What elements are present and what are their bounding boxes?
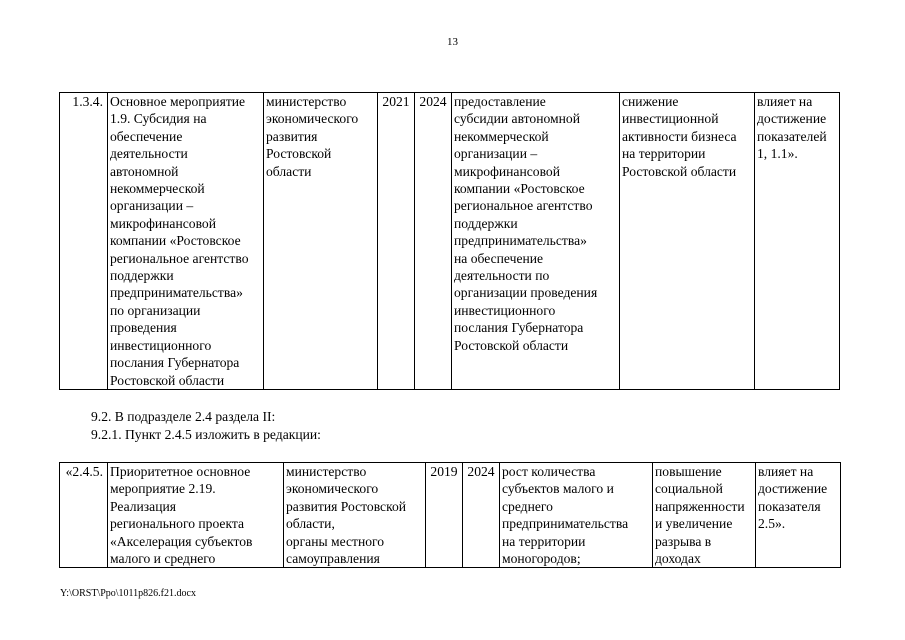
cell-line: поддержки bbox=[110, 268, 174, 284]
cell-line: самоуправления bbox=[286, 551, 380, 567]
measure-number: «2.4.5. bbox=[60, 463, 108, 568]
cell-line: на обеспечение bbox=[454, 250, 544, 266]
cell-line: Ростовской bbox=[266, 146, 332, 162]
cell-line: региональное агентство bbox=[454, 198, 593, 214]
cell-line: предпринимательства bbox=[502, 516, 629, 532]
cell-line: субсидии автономной bbox=[454, 111, 580, 127]
measure-number: 1.3.4. bbox=[60, 93, 108, 390]
cell-line: проведения bbox=[110, 320, 177, 336]
cell-line: области bbox=[266, 163, 312, 179]
measures-table-2 bbox=[59, 462, 841, 568]
cell-line: 1, 1.1». bbox=[757, 146, 798, 162]
cell-line: экономического bbox=[286, 481, 379, 497]
measure-name bbox=[108, 93, 264, 390]
cell-line: по организации bbox=[110, 302, 201, 318]
cell-line: министерство bbox=[286, 464, 367, 479]
cell-line: на территории bbox=[622, 146, 706, 162]
cell-line: инвестиционного bbox=[110, 337, 212, 353]
measure-executor bbox=[264, 93, 378, 390]
cell-line: экономического bbox=[266, 111, 359, 127]
cell-line: органы местного bbox=[286, 533, 385, 549]
table-row bbox=[60, 463, 841, 568]
cell-line: автономной bbox=[110, 163, 179, 179]
cell-line: разрыва в bbox=[655, 533, 712, 549]
cell-line: показателя bbox=[758, 498, 821, 514]
start-year: 2019 bbox=[426, 463, 463, 568]
cell-line: влияет на bbox=[757, 94, 813, 109]
cell-line: 1.9. Субсидия на bbox=[110, 111, 207, 127]
cell-line: некоммерческой bbox=[454, 128, 549, 144]
cell-line: деятельности по bbox=[454, 268, 550, 284]
cell-line: снижение bbox=[622, 94, 679, 109]
amendment-paragraphs bbox=[91, 408, 321, 444]
cell-line: инвестиционного bbox=[454, 302, 556, 318]
cell-line: на территории bbox=[502, 533, 586, 549]
indicator-link bbox=[755, 93, 840, 390]
cell-line: доходах bbox=[655, 551, 701, 567]
measures-table-1 bbox=[59, 92, 840, 390]
cell-line: влияет на bbox=[758, 464, 814, 479]
cell-line: некоммерческой bbox=[110, 181, 205, 197]
cell-line: повышение bbox=[655, 464, 722, 479]
paragraph: 9.2.1. Пункт 2.4.5 изложить в редакции: bbox=[91, 427, 321, 442]
cell-line: предпринимательства» bbox=[454, 233, 587, 249]
cell-line: 2.5». bbox=[758, 516, 786, 532]
cell-line: послания Губернатора bbox=[454, 320, 584, 336]
cell-line: развития bbox=[266, 128, 318, 144]
cell-line: субъектов малого и bbox=[502, 481, 614, 497]
cell-line: микрофинансовой bbox=[110, 215, 216, 231]
cell-line: активности бизнеса bbox=[622, 128, 737, 144]
cell-line: организации – bbox=[454, 146, 538, 162]
file-path-footer: Y:\ORST\Ppo\1011p826.f21.docx bbox=[60, 588, 196, 599]
cell-line: среднего bbox=[502, 498, 553, 514]
cell-line: Ростовской области bbox=[454, 337, 569, 353]
cell-line: регионального проекта bbox=[110, 516, 245, 532]
cell-line: развития Ростовской bbox=[286, 498, 407, 514]
cell-line: министерство bbox=[266, 94, 347, 109]
page-number: 13 bbox=[447, 36, 458, 48]
measure-name bbox=[108, 463, 284, 568]
cell-line: компании «Ростовское bbox=[454, 181, 585, 197]
end-year: 2024 bbox=[463, 463, 500, 568]
cell-line: малого и среднего bbox=[110, 551, 216, 567]
expected-result bbox=[500, 463, 653, 568]
cell-line: рост количества bbox=[502, 464, 596, 479]
cell-line: достижение bbox=[757, 111, 827, 127]
non-implementation-consequence bbox=[653, 463, 756, 568]
cell-line: послания Губернатора bbox=[110, 355, 240, 371]
cell-line: Основное мероприятие bbox=[110, 94, 246, 109]
cell-line: Ростовской области bbox=[110, 372, 225, 388]
start-year: 2021 bbox=[378, 93, 415, 390]
measure-executor bbox=[284, 463, 426, 568]
cell-line: достижение bbox=[758, 481, 828, 497]
cell-line: поддержки bbox=[454, 215, 518, 231]
cell-line: обеспечение bbox=[110, 128, 183, 144]
cell-line: «Акселерация субъектов bbox=[110, 533, 253, 549]
cell-line: Ростовской области bbox=[622, 163, 737, 179]
cell-line: региональное агентство bbox=[110, 250, 249, 266]
cell-line: деятельности bbox=[110, 146, 188, 162]
table-row bbox=[60, 93, 840, 390]
end-year: 2024 bbox=[415, 93, 452, 390]
cell-line: Приоритетное основное bbox=[110, 464, 251, 479]
cell-line: и увеличение bbox=[655, 516, 733, 532]
indicator-link bbox=[756, 463, 841, 568]
cell-line: организации – bbox=[110, 198, 194, 214]
cell-line: микрофинансовой bbox=[454, 163, 560, 179]
cell-line: показателей bbox=[757, 128, 827, 144]
cell-line: предоставление bbox=[454, 94, 546, 109]
cell-line: инвестиционной bbox=[622, 111, 719, 127]
cell-line: компании «Ростовское bbox=[110, 233, 241, 249]
paragraph: 9.2. В подразделе 2.4 раздела II: bbox=[91, 409, 276, 424]
cell-line: мероприятие 2.19. bbox=[110, 481, 216, 497]
cell-line: области, bbox=[286, 516, 335, 532]
cell-line: Реализация bbox=[110, 498, 176, 514]
expected-result bbox=[452, 93, 620, 390]
cell-line: моногородов; bbox=[502, 551, 581, 567]
non-implementation-consequence bbox=[620, 93, 755, 390]
cell-line: организации проведения bbox=[454, 285, 598, 301]
cell-line: социальной bbox=[655, 481, 723, 497]
cell-line: напряженности bbox=[655, 498, 745, 514]
cell-line: предпринимательства» bbox=[110, 285, 243, 301]
